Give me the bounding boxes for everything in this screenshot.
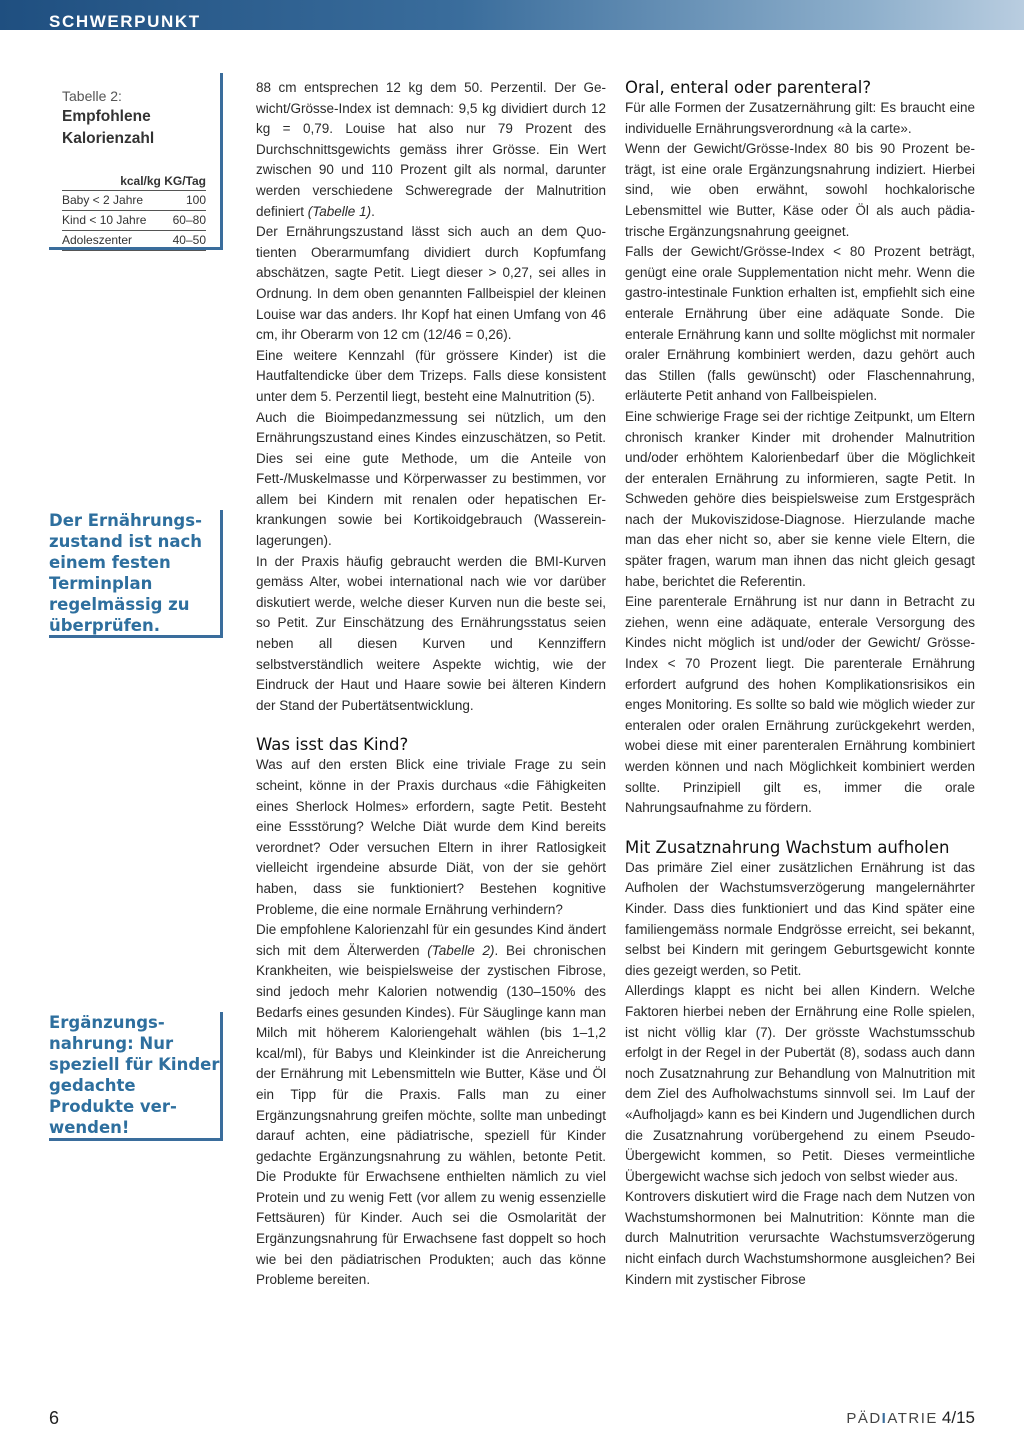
pullquote-1: Der Ernährungszustand ist nach einem festen Terminplan regelmässig zu überprüfen. <box>49 510 223 638</box>
table-row <box>62 211 206 231</box>
paragraph: Eine schwierige Frage sei der richtige Zeitpunkt, um Eltern chronisch kranker Kinder mit drohender Malnutrition und/oder erhöhtem Kalorienbedarf über die Möglichkeit der enteralen Ernährung zu informieren, sagte Petit. In Schweden gehöre dies beispielsweise zum Erstgespräch nach der Mukoviszidose-Diagnose. Hierzulande mache man das eher nicht so, aber sie kenne viele Eltern, die später fragen, warum man ihnen das nicht gleich gesagt habe, berichtet die Referentin. <box>625 408 975 589</box>
text: 88 cm entsprechen 12 kg dem 50. Perzentil. Der Gewicht/Grösse-Index ist demnach: 9,5 kg dividiert durch 12 kg = 0,79. Louise hat also nur 79 Prozent des Durchschnittsgewichts gemäss ihrer Grösse. Ein Wert zwischen 90 und 110 Prozent gilt als normal, darunter werden verschiedene Schweregrade der Malnutrition definiert <box>256 80 606 219</box>
pullquote-2: Ergänzungsnahrung: Nur speziell für Kinder gedachte Produkte verwenden! <box>49 1012 223 1141</box>
page-number: 6 <box>49 1408 60 1428</box>
table-unit-header: kcal/kg KG/Tag <box>120 174 206 188</box>
section-heading: Oral, enteral oder parenteral? <box>625 78 872 97</box>
paragraph: Eine parenterale Ernährung ist nur dann in Betracht zu ziehen, wenn eine adäquate, enterale Versorgung des Kindes nicht möglich ist und/oder der Gewicht/ Grösse-Index < 70 Prozent liegt. Die parenterale Ernährung erfordert aufgrund des hohen Komplikationsrisikos ein enges Monitoring. Es sollte so bald wie möglich wieder zur enteralen oder oralen Ernährung zurückgekehrt werden, wobei diese mit einer parenteralen Ernährung kombiniert werden können und nach Möglichkeit kombiniert werden sollte. Prinzipiell gilt es, immer die orale Nahrungsaufnahme zu fördern. <box>625 594 975 816</box>
table-body <box>62 172 206 251</box>
table-reference: (Tabelle 2) <box>427 942 495 958</box>
calorie-table <box>49 73 223 250</box>
paragraph: Das primäre Ziel einer zusätzlichen Ernährung ist das Aufholen der Wachstumsverzögerung mangelernährter Kinder. Dass dies funktioniert und das Kind später eine familiengemäss normale Endgrösse erreicht, sei bekannt, selbst bei Kindern mit geringem Geburtsgewicht konnte dies gezeigt werden, so Petit. <box>625 859 975 978</box>
paragraph: Für alle Formen der Zusatzernährung gilt: Es braucht eine individuelle Ernährungsverordnung «à la carte». <box>625 100 975 136</box>
journal-name-part: ATRIE <box>887 1410 938 1427</box>
section-label: SCHWERPUNKT <box>49 12 201 31</box>
paragraph: Allerdings klappt es nicht bei allen Kindern. Welche Faktoren hierbei neben der Ernährung eine Rolle spielen, ist nicht völlig klar (7). Der grösste Wachstumsschub erfolgt in der Regel in der Pubertät (8), sodass auch dann noch Zusatznahrung zur Behandlung von Malnutrition mit dem Ziel des Aufholwachstums sinnvoll sei. Im Lauf der «Aufholjagd» kann es bei Kindern und Jugendlichen durch die Zusatznahrung vorübergehend zu einem Pseudo-Übergewicht kommen, so Petit. Dieses vermeintliche Übergewicht wachse sich jedoch von selbst wieder aus. <box>625 983 975 1184</box>
row-value: 40–50 <box>172 233 206 247</box>
section-heading: Mit Zusatznahrung Wachstum aufholen <box>625 837 950 857</box>
table-caption: Tabelle 2: <box>62 88 122 104</box>
section-heading: Was isst das Kind? <box>256 735 409 755</box>
paragraph: Eine weitere Kennzahl (für grössere Kinder) ist die Hautfaltendicke über dem Trizeps. Falls diese konsistent unter dem 5. Perzentil liegt, besteht eine Malnutrition (5). <box>256 347 606 404</box>
row-value: 60–80 <box>172 213 206 227</box>
row-label: Adoleszenter <box>62 233 133 247</box>
journal-name-part: PÄD <box>846 1410 882 1427</box>
paragraph: In der Praxis häufig gebraucht werden die BMI-Kurven gemäss Alter, wobei international nach wie vor darüber diskutiert werde, welche dieser Kurven nun die beste sei, so Petit. Zur Einschätzung des Ernährungsstatus seien neben all diesen Kurven und Kennziffern selbstverständlich weitere Aspekte wichtig, wie der Eindruck der Haut und Haare sowie bei älteren Kindern der Stand der Pubertätsentwicklung. <box>256 553 606 713</box>
article-column-1 <box>256 78 606 1291</box>
paragraph <box>256 920 606 1291</box>
row-label: Kind < 10 Jahre <box>62 213 147 227</box>
table-title: Empfohlene Kalorienzahl <box>62 108 155 147</box>
issue-number: 4/15 <box>941 1408 975 1427</box>
table-row <box>62 190 206 211</box>
table-reference: (Tabelle 1) <box>307 203 372 219</box>
journal-footer <box>846 1408 975 1428</box>
paragraph: Was auf den ersten Blick eine triviale Frage zu sein scheint, könne in der Praxis durchaus «die Fähigkeiten eines Sherlock Holmes» erfordern, sagte Petit. Besteht eine Essstörung? Welche Diät wurde dem Kind bereits verordnet? Oder versuchen Eltern in ihrer Ratlosigkeit vielleicht irgendeine absurde Diät, von der sie gehört haben, dass sie funktioniert? Bestehen kognitive Probleme, die eine normale Ernährung verhindern? <box>256 757 606 917</box>
paragraph: Wenn der Gewicht/Grösse-Index 80 bis 90 Prozent beträgt, ist eine orale Ergänzungsnahrung indiziert. Hierbei sind, wie oben erwähnt, sowohl hochkalorische Lebensmittel wie Butter, Käse oder Öl als auch pädiatrische Ergänzungsnahrung geeignet. <box>625 141 975 239</box>
table-row <box>62 231 206 251</box>
section-header-bar <box>0 0 1024 30</box>
article-column-2 <box>625 78 975 1290</box>
paragraph: Auch die Bioimpedanzmessung sei nützlich, um den Ernährungszustand eines Kindes einzuschätzen, so Petit. Dies sei eine gute Methode, um die Anteile von Fett-/Muskelmasse und Körperwasser zu bestimmen, vor allem bei Kindern mit renalen oder hepatischen Erkrankungen sowie bei Kortikoidgebrauch (Wassereinlagerungen). <box>256 409 606 549</box>
journal-name-accent: I <box>881 1410 888 1427</box>
paragraph <box>256 78 606 222</box>
paragraph: Der Ernährungszustand lässt sich auch an dem Quotienten Oberarmumfang dividiert durch Kopfumfang abschätzen, sagte Petit. Liegt dieser > 0,27, sei alles in Ordnung. In dem oben genannten Fallbeispiel der kleinen Louise war das anders. Ihr Kopf hat einen Umfang von 46 cm, ihr Oberarm von 12 cm (12/46 = 0,26). <box>256 224 606 343</box>
text: . <box>371 203 375 219</box>
paragraph: Kontrovers diskutiert wird die Frage nach dem Nutzen von Wachstumshormonen bei Malnutrition: Könnte man die durch Malnutrition verursachte Wachstumsverzögerung nicht einfach durch Wachstumshormone ausgleichen? Bei Kindern mit zystischer Fibrose <box>625 1189 975 1287</box>
text: . Bei chronischen Krankheiten, wie beispielsweise der zystischen Fibrose, sind jedoch mehr Kalorien notwendig (130–150% des Bedarfs eines gesunden Kindes). Für Säuglinge kann man Milch mit höherem Kaloriengehalt wählen (bis 1–1,2 kcal/ml), für Babys und Kleinkinder ist die Anreicherung der Ernährung mit Lebensmitteln wie Butter, Käse und Öl ein Tipp für die Praxis. Falls man zu einer Ergänzungsnahrung greifen möchte, sollte man unbedingt darauf achten, eine pädiatrische, speziell für Kinder gedachte Ergänzungsnahrung zu wählen, betonte Petit. Die Produkte für Erwachsene enthielten nämlich zu viel Protein und zu wenig Fett (vor allem zu wenig essenzielle Fettsäuren) für Kinder. Auch sei die Osmolarität der Ergänzungsnahrung für Erwachsene fast doppelt so hoch wie bei den pädiatrischen Produkten; auch das könne Probleme bereiten. <box>256 942 606 1288</box>
paragraph: Falls der Gewicht/Grösse-Index < 80 Prozent beträgt, genügt eine orale Supplementation nicht mehr. Wenn die gastro-intestinale Funktion erhalten ist, empfiehlt sich eine enterale Ernährung über eine adäquate Sonde. Die enterale Ernährung kann und sollte möglichst mit normaler oraler Ernährung kombiniert werden, dazu gehört auch das Stillen (falls gewünscht) oder Flaschennahrung, erläuterte Petit anhand von Fallbeispielen. <box>625 244 975 404</box>
row-value: 100 <box>185 193 206 207</box>
text: Die empfohlene Kalorienzahl für ein gesundes Kind ändert sich mit dem Älterwerden <box>256 922 606 958</box>
row-label: Baby < 2 Jahre <box>62 193 144 207</box>
